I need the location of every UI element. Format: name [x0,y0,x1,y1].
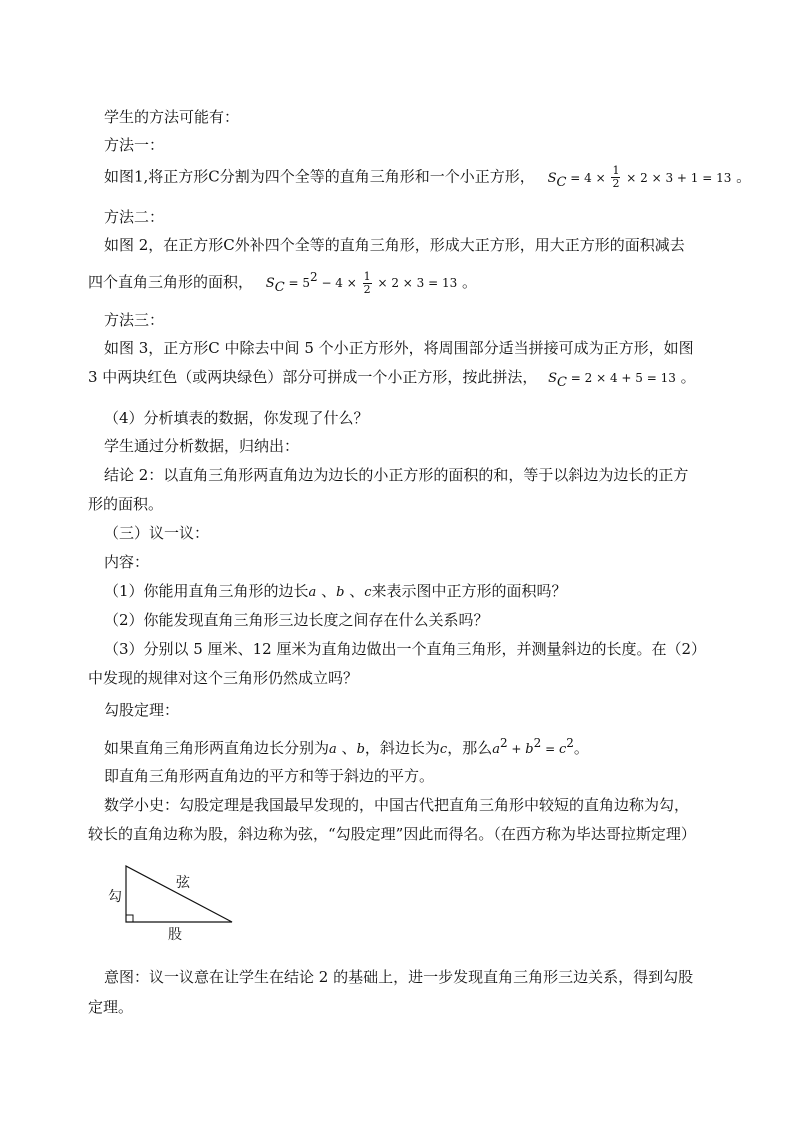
fraction-numerator: 1 [363,269,371,283]
text-segment: 。 [680,368,696,386]
text-line: （2）你能发现直角三角形三边长度之间存在什么关系吗？ [104,611,489,629]
text-segment: 四个直角三角形的面积， [88,273,254,291]
text-segment: 如图1,将正方形C分割为四个全等的直角三角形和一个小正方形， [104,167,535,186]
variable-b: b [356,742,365,757]
text-line: 结论 2：以直角三角形两直角边为边长的小正方形的面积的和，等于以斜边为边长的正方 [104,466,689,484]
text-segment: 。 [462,273,478,291]
formula-superscript: 2 [566,736,574,750]
variable-c: c [558,742,567,757]
formula [265,269,462,296]
label-gu: 股 [168,927,182,943]
text-line: 方法二： [104,208,165,226]
formula-superscript: 2 [499,736,508,750]
text-line: （3）分别以 5 厘米、12 厘米为直角边做出一个直角三角形，并测量斜边的长度。在（2） [104,640,707,658]
right-triangle-figure [104,862,244,942]
text-line [88,267,477,298]
text-segment: 来表示图中正方形的面积吗？ [371,582,567,600]
variable-a: a [308,585,317,600]
formula-symbol: S [265,276,275,291]
variable-c: c [439,742,448,757]
fraction-denominator: 2 [612,177,620,190]
variable-a: a [492,742,500,757]
formula-text: = 5 [284,276,310,290]
label-gou: 勾 [108,889,122,905]
fraction-numerator: 1 [612,164,620,177]
text-segment: 、 [336,739,357,757]
text-segment: ，那么 [447,739,493,757]
text-segment: 如果直角三角形两直角边长分别为 [104,739,330,757]
formula-symbol: S [547,170,557,186]
formula-text: + [507,742,526,756]
formula-text: × 2 × 3 = 13 [373,276,458,290]
fraction [363,271,372,296]
formula-symbol: S [548,371,558,386]
formula [547,164,737,190]
text-line: 学生通过分析数据，归纳出： [104,437,300,455]
formula-text: − 4 × [317,276,361,290]
formula-text: = 4 × [566,170,610,185]
text-line: （三）议一议： [104,524,210,542]
right-angle-mark [126,915,133,922]
formula [548,368,681,390]
text-line: 形的面积。 [88,495,164,513]
text-line [104,733,589,760]
text-line: 中发现的规律对这个三角形仍然成立吗？ [88,669,359,687]
formula-subscript: C [557,375,567,390]
text-line [88,367,696,393]
formula-text: × 2 × 3 + 1 = 13 [622,170,732,185]
text-line: 如图 2，在正方形C外补四个全等的直角三角形，形成大正方形，用大正方形的面积减去 [104,236,685,254]
text-segment: 3 中两块红色（或两块绿色）部分可拼成一个小正方形，按此拼法， [88,368,538,386]
variable-c: c [364,585,372,600]
text-line: （4）分析填表的数据，你发现了什么？ [104,409,369,427]
formula-text: = [541,742,559,756]
text-line: 方法三： [104,311,165,329]
text-line: 内容： [104,553,150,571]
text-line: 数学小史：勾股定理是我国最早发现的，中国古代把直角三角形中较短的直角边称为勾， [104,796,690,814]
text-segment: （1）你能用直角三角形的边长 [104,582,309,600]
text-line: 方法一： [104,136,165,154]
formula-text: = 2 × 4 + 5 = 13 [566,371,676,385]
text-line: 勾股定理： [104,701,180,719]
text-segment: 、 [344,582,365,600]
text-line [104,581,567,603]
text-segment: 。 [573,739,589,757]
formula-superscript: 2 [309,270,318,284]
variable-a: a [329,742,337,757]
text-line [104,165,751,193]
text-segment: 。 [736,167,752,186]
text-segment: ，斜边长为 [364,739,440,757]
text-line: 定理。 [88,998,134,1016]
text-line: 学生的方法可能有： [104,108,240,126]
text-line: 即直角三角形两直角边的平方和等于斜边的平方。 [104,767,435,785]
variable-b: b [525,742,534,757]
formula-subscript: C [556,174,567,190]
label-xian: 弦 [176,875,190,891]
formula-superscript: 2 [533,736,542,750]
fraction [611,165,620,190]
fraction-denominator: 2 [363,282,371,296]
text-line: 意图：议一议意在让学生在结论 2 的基础上，进一步发现直角三角形三边关系，得到勾股 [104,968,694,986]
text-segment: 、 [316,582,337,600]
pythagorean-formula [492,736,574,757]
variable-b: b [336,585,345,600]
formula-subscript: C [274,280,285,295]
text-line: 较长的直角边称为股，斜边称为弦，“勾股定理”因此而得名。（在西方称为毕达哥拉斯定理） [88,825,696,843]
text-line: 如图 3，正方形C 中除去中间 5 个小正方形外，将周围部分适当拼接可成为正方形，如图 [104,339,694,357]
